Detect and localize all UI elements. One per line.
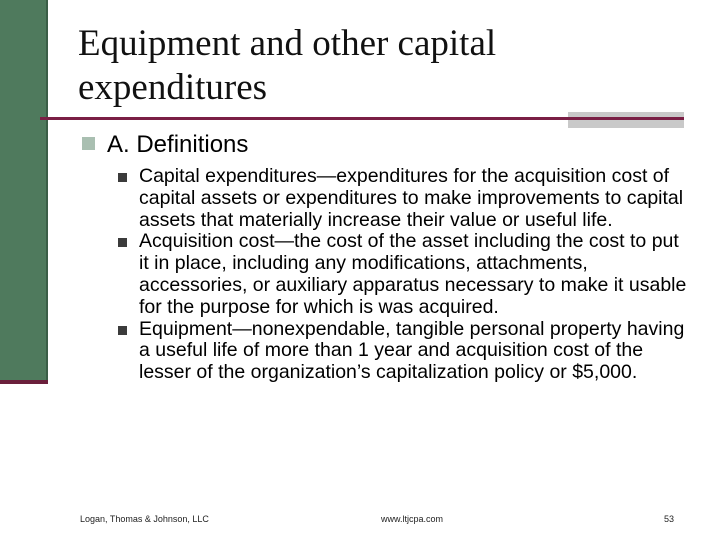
definition-item (118, 231, 688, 318)
left-accent-foot (0, 380, 48, 384)
square-bullet-icon (118, 238, 127, 247)
definition-text: Equipment—nonexpendable, tangible personal property having a useful life of more than 1 year and acquisition cost of the lesser of the organization’s capitalization policy or $5,000. (139, 317, 685, 384)
left-accent-bar (0, 0, 46, 384)
square-bullet-icon (118, 326, 127, 335)
footer-firm-name: Logan, Thomas & Johnson, LLC (80, 514, 209, 524)
title-rule-accent-block (568, 112, 684, 128)
definition-item (118, 166, 688, 231)
square-bullet-icon (118, 173, 127, 182)
definition-text: Acquisition cost—the cost of the asset including the cost to put it in place, including any modifications, attachments, accessories, or auxiliary apparatus necessary to make it usable for the purpose for which is was acquired. (139, 230, 687, 318)
title-rule (40, 117, 684, 120)
section-heading-text: A. Definitions (107, 131, 249, 158)
footer-website: www.ltjcpa.com (381, 514, 444, 524)
slide-title: Equipment and other capital expenditures (78, 23, 497, 108)
section-heading (82, 130, 702, 160)
square-bullet-icon (82, 137, 95, 150)
definitions-list (118, 166, 688, 384)
page-number: 53 (664, 514, 675, 524)
definition-item (118, 319, 688, 384)
definition-text: Capital expenditures—expenditures for the acquisition cost of capital assets or expenditures to make improvements to capital assets that materially increase their value or useful life. (139, 165, 684, 231)
left-accent-bar-edge (46, 0, 48, 384)
